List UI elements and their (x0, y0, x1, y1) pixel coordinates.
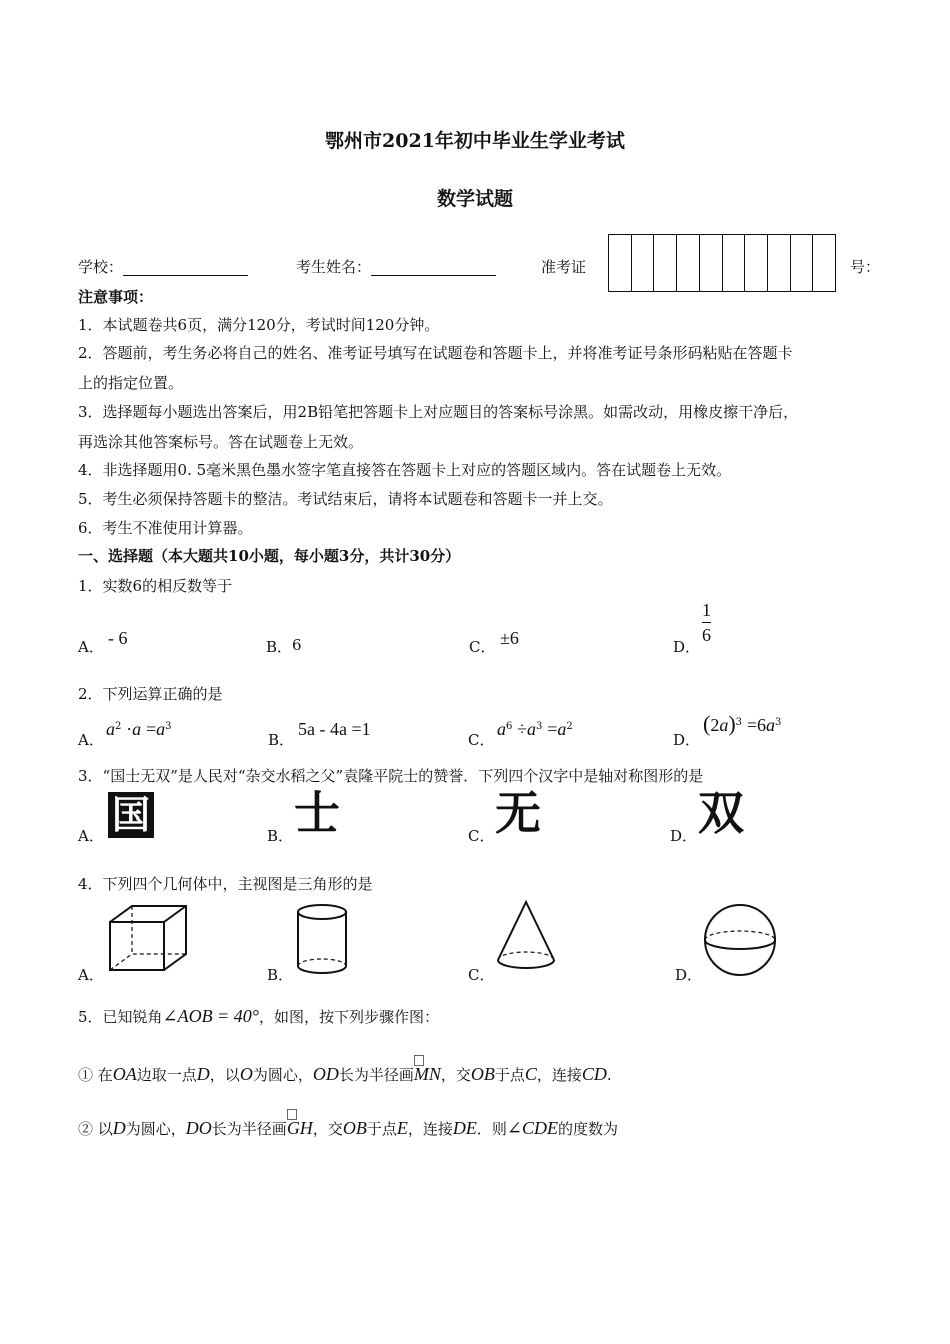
q2-option-a: $a^2 \cdot a =a^3$ (106, 719, 172, 739)
q2-option-b-label: B． (268, 731, 295, 749)
id-box[interactable] (654, 235, 677, 291)
math-symbol: C (524, 1064, 537, 1084)
fraction-bar (702, 622, 711, 623)
math-symbol: CD (581, 1064, 607, 1084)
q5-stem (78, 1006, 439, 1027)
id-box[interactable] (677, 235, 700, 291)
math-symbol: OB (342, 1118, 367, 1138)
q1-option-a-label: A． (78, 638, 104, 656)
cylinder-figure (294, 902, 354, 978)
step-text: ② 以 (78, 1120, 113, 1138)
exam-title: 鄂州市2021年初中毕业生学业考试 (325, 130, 625, 152)
school-blank[interactable] (123, 261, 248, 276)
step-text: 为圆心， (252, 1066, 313, 1084)
math-symbol: O (239, 1064, 253, 1084)
q4-option-c-label: C． (468, 966, 495, 984)
q3-option-c-glyph: 无 (495, 786, 541, 840)
id-suffix: 号： (850, 258, 881, 276)
q1-option-d-fraction (702, 600, 711, 645)
q1-option-a: - 6 (108, 628, 128, 648)
math-symbol: OA (112, 1064, 137, 1084)
note-item: 3．选择题每小题选出答案后，用2B铅笔把答题卡上对应题目的答案标号涂黑。如需改动，用橡皮擦干净后， (78, 403, 799, 421)
step-text: ，交 (312, 1120, 343, 1138)
q5-stem-b: ，如图，按下列步骤作图： (258, 1008, 439, 1026)
q1-option-b: 6 (292, 636, 302, 654)
cone-figure (494, 898, 558, 974)
step-text: ，交 (440, 1066, 471, 1084)
name-field (296, 256, 496, 277)
q3-option-b-label: B． (267, 827, 294, 845)
q2-stem: 2．下列运算正确的是 (78, 685, 223, 703)
q1-option-d-label: D． (673, 638, 701, 656)
id-box[interactable] (700, 235, 723, 291)
q2-option-d-label: D． (673, 731, 701, 749)
step-text: 的度数为 (557, 1120, 618, 1138)
step-text: 于点 (494, 1066, 525, 1084)
section-heading: 一、选择题（本大题共10小题，每小题3分，共计30分） (78, 547, 461, 565)
step-text: ① 在 (78, 1066, 113, 1084)
id-box[interactable] (813, 235, 835, 291)
step-text: ，连接 (536, 1066, 582, 1084)
q4-option-b-label: B． (267, 966, 294, 984)
fraction-numerator: 1 (702, 600, 711, 620)
q2-option-a-label: A． (78, 731, 104, 749)
step-text: ．则 (476, 1120, 507, 1138)
q2-option-c-label: C． (468, 731, 495, 749)
fraction-denominator: 6 (702, 625, 711, 645)
q1-option-b-label: B． (266, 638, 293, 656)
q3-option-d-glyph: 双 (698, 786, 744, 840)
q5-angle: ∠AOB = 40° (162, 1006, 259, 1026)
id-box[interactable] (791, 235, 814, 291)
math-symbol: OD (312, 1064, 339, 1084)
id-box[interactable] (768, 235, 791, 291)
step-text: 长为半径画 (338, 1066, 414, 1084)
q3-option-b-glyph: 士 (294, 786, 340, 840)
note-item: 再选涂其他答案标号。答在试题卷上无效。 (78, 433, 364, 451)
q2-option-c: $a^6 \div a^3 =a^2$ (497, 719, 573, 739)
q3-option-a-label: A． (78, 827, 104, 845)
cube-figure (106, 902, 190, 972)
step-text: ，连接 (407, 1120, 453, 1138)
step-text: ，以 (209, 1066, 240, 1084)
q5-step2 (78, 1118, 618, 1139)
math-symbol: DO (185, 1118, 212, 1138)
math-symbol: E (396, 1118, 408, 1138)
q2-option-b: 5a - 4a =1 (298, 719, 371, 739)
q5-stem-a: 5．已知锐角 (78, 1008, 163, 1026)
id-box[interactable] (723, 235, 746, 291)
note-item: 上的指定位置。 (78, 374, 184, 392)
step-text: 长为半径画 (211, 1120, 287, 1138)
math-symbol: DE (452, 1118, 477, 1138)
math-symbol: OB (470, 1064, 495, 1084)
name-blank[interactable] (371, 261, 496, 276)
q4-stem: 4．下列四个几何体中，主视图是三角形的是 (78, 875, 373, 893)
school-label: 学校： (78, 258, 124, 276)
id-box[interactable] (609, 235, 632, 291)
q2-option-d: $(2a)^3 =6a^3$ (703, 711, 782, 736)
q1-option-c: ±6 (500, 628, 519, 648)
name-label: 考生姓名： (296, 258, 372, 276)
arc-symbol: GH (286, 1118, 313, 1138)
id-box[interactable] (745, 235, 768, 291)
math-symbol: D (196, 1064, 210, 1084)
school-field (78, 256, 248, 277)
note-item: 4．非选择题用0. 5毫米黑色墨水签字笔直接答在答题卡上对应的答题区域内。答在试题卷上无效。 (78, 461, 732, 479)
q4-option-d-label: D． (675, 966, 703, 984)
q3-stem: 3．“国士无双”是人民对“杂交水稻之父”袁隆平院士的赞誉．下列四个汉字中是轴对称图形的是 (78, 767, 704, 785)
id-label: 准考证 (541, 258, 587, 276)
q1-option-c-label: C． (469, 638, 496, 656)
arc-symbol: MN (413, 1064, 441, 1084)
note-item: 1．本试题卷共6页，满分120分，考试时间120分钟。 (78, 316, 440, 334)
step-text: . (606, 1066, 612, 1084)
note-item: 6．考生不准使用计算器。 (78, 519, 253, 537)
q5-step1 (78, 1064, 612, 1085)
note-item: 2．答题前，考生务必将自己的姓名、准考证号填写在试题卷和答题卡上，并将准考证号条形码粘贴在答题卡 (78, 344, 793, 362)
step-text: 边取一点 (136, 1066, 197, 1084)
q3-option-d-label: D． (670, 827, 698, 845)
sphere-figure (702, 902, 778, 978)
step-text: 于点 (366, 1120, 397, 1138)
id-box[interactable] (632, 235, 655, 291)
math-symbol: ∠CDE (506, 1118, 558, 1138)
id-number-boxes[interactable] (608, 234, 836, 292)
math-symbol: D (112, 1118, 126, 1138)
exam-subtitle: 数学试题 (436, 188, 513, 210)
q3-option-a-glyph: 国 (108, 792, 154, 838)
q3-option-c-label: C． (468, 827, 495, 845)
q1-stem: 1．实数6的相反数等于 (78, 577, 233, 595)
q4-option-a-label: A． (78, 966, 104, 984)
notes-heading: 注意事项： (78, 288, 154, 306)
step-text: 为圆心， (125, 1120, 186, 1138)
note-item: 5．考生必须保持答题卡的整洁。考试结束后，请将本试题卷和答题卡一并上交。 (78, 490, 613, 508)
